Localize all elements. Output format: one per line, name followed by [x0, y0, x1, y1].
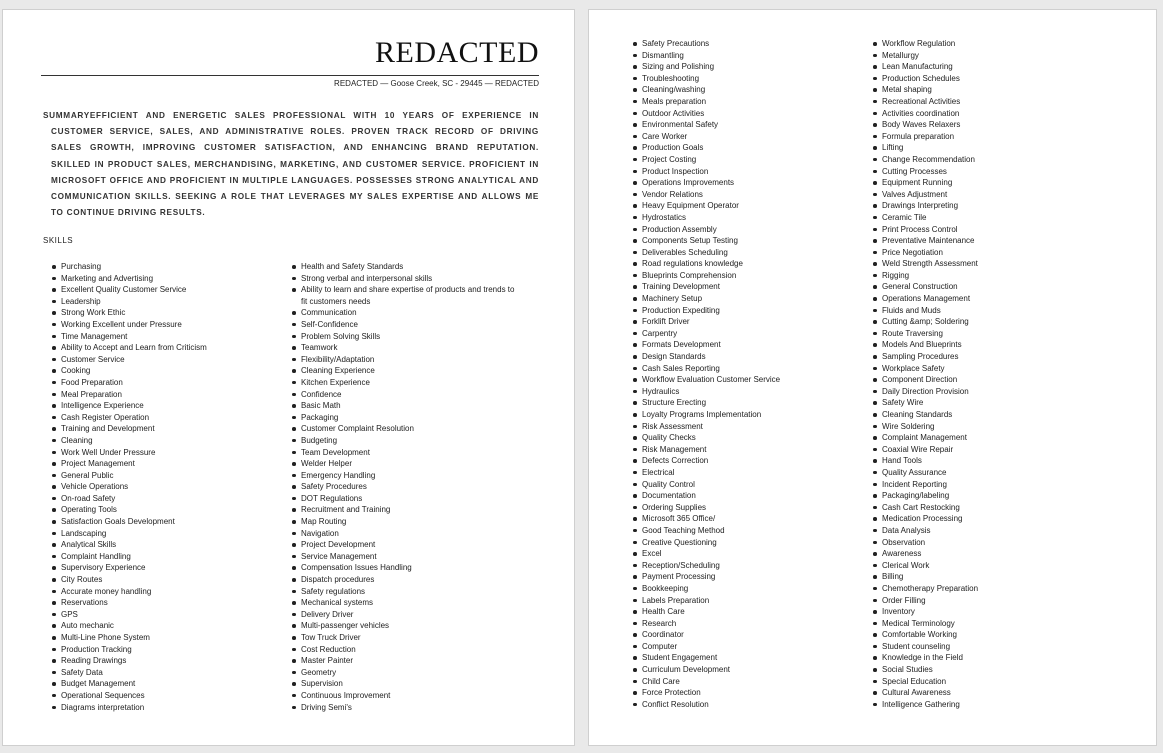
skill-item: Operational Sequences	[61, 690, 281, 702]
skill-item: Safety Procedures	[301, 481, 516, 493]
skill-item: Body Waves Relaxers	[882, 119, 1102, 131]
skill-item: Bookkeeping	[642, 583, 862, 595]
skill-item: Workflow Evaluation Customer Service	[642, 374, 862, 386]
skill-item: Leadership	[61, 296, 281, 308]
skill-item: Medical Terminology	[882, 618, 1102, 630]
skill-item: Project Development	[301, 539, 516, 551]
skill-item: Heavy Equipment Operator	[642, 200, 862, 212]
skill-item: Welder Helper	[301, 458, 516, 470]
skill-item: Hand Tools	[882, 455, 1102, 467]
skill-item: Weld Strength Assessment	[882, 258, 1102, 270]
skills-heading: SKILLS	[43, 236, 74, 245]
skill-item: Recreational Activities	[882, 96, 1102, 108]
skill-item: Data Analysis	[882, 525, 1102, 537]
skill-item: Supervision	[301, 678, 516, 690]
summary-section	[43, 108, 539, 221]
skill-item: Training and Development	[61, 423, 281, 435]
skill-item: Navigation	[301, 528, 516, 540]
skill-item: Safety Precautions	[642, 38, 862, 50]
skill-item: Work Well Under Pressure	[61, 447, 281, 459]
skill-item: Knowledge in the Field	[882, 652, 1102, 664]
skill-item: Defects Correction	[642, 455, 862, 467]
skill-item: Hydraulics	[642, 386, 862, 398]
skill-item: Workplace Safety	[882, 363, 1102, 375]
skill-item: Product Inspection	[642, 166, 862, 178]
skill-item: Delivery Driver	[301, 609, 516, 621]
skill-item: Cleaning Experience	[301, 365, 516, 377]
skill-item: Cultural Awareness	[882, 687, 1102, 699]
skill-item: Food Preparation	[61, 377, 281, 389]
skill-item: Research	[642, 618, 862, 630]
skill-item: Budget Management	[61, 678, 281, 690]
skill-item: Design Standards	[642, 351, 862, 363]
skill-item: Excellent Quality Customer Service	[61, 284, 281, 296]
skill-item: Cooking	[61, 365, 281, 377]
skill-item: Communication	[301, 307, 516, 319]
skill-item: Lifting	[882, 142, 1102, 154]
skill-item: Health and Safety Standards	[301, 261, 516, 273]
skills-list-column-2	[301, 261, 516, 713]
skill-item: Health Care	[642, 606, 862, 618]
skill-item: Strong Work Ethic	[61, 307, 281, 319]
skill-item: Production Expediting	[642, 305, 862, 317]
skill-item: Structure Erecting	[642, 397, 862, 409]
skill-item: Auto mechanic	[61, 620, 281, 632]
skills-list-column-1	[61, 261, 281, 713]
skill-item: Documentation	[642, 490, 862, 502]
skill-item: Outdoor Activities	[642, 108, 862, 120]
skill-item: On-road Safety	[61, 493, 281, 505]
skill-item: Student counseling	[882, 641, 1102, 653]
skill-item: Price Negotiation	[882, 247, 1102, 259]
skill-item: Complaint Management	[882, 432, 1102, 444]
skill-item: Metallurgy	[882, 50, 1102, 62]
skill-item: Kitchen Experience	[301, 377, 516, 389]
skill-item: Wire Soldering	[882, 421, 1102, 433]
skill-item: Customer Complaint Resolution	[301, 423, 516, 435]
skill-item: Cash Register Operation	[61, 412, 281, 424]
skill-item: Preventative Maintenance	[882, 235, 1102, 247]
skill-item: Loyalty Programs Implementation	[642, 409, 862, 421]
skill-item: Computer	[642, 641, 862, 653]
skill-item: Risk Assessment	[642, 421, 862, 433]
skill-item: Diagrams interpretation	[61, 702, 281, 714]
skill-item: Flexibility/Adaptation	[301, 354, 516, 366]
skill-item: Machinery Setup	[642, 293, 862, 305]
skill-item: Operations Improvements	[642, 177, 862, 189]
summary-text: SUMMARYEFFICIENT AND ENERGETIC SALES PROFESSIONAL WITH 10 YEARS OF EXPERIENCE IN CUSTOMER SERVICE, SALES, AND ADMINISTRATIVE ROLES. PROVEN TRACK RECORD OF DRIVING SALES GROWTH, IMPROVING CUSTOMER SATISFACTION, AND ENHANCING BRAND REPUTATION. SKILLED IN PRODUCT SALES, MERCHANDISING, MARKETING, AND CUSTOMER SERVICE. PROFICIENT IN MICROSOFT OFFICE AND PROFICIENT IN MULTIPLE LANGUAGES. POSSESSES STRONG ANALYTICAL AND COMMUNICATION SKILLS. SEEKING A ROLE THAT LEVERAGES MY SALES EXPERTISE AND ALLOWS ME TO CONTINUE DRIVING RESULTS.	[43, 111, 539, 218]
skill-item: GPS	[61, 609, 281, 621]
skill-item: DOT Regulations	[301, 493, 516, 505]
skill-item: Operations Management	[882, 293, 1102, 305]
skill-item: Troubleshooting	[642, 73, 862, 85]
skill-item: Quality Checks	[642, 432, 862, 444]
skill-item: Master Painter	[301, 655, 516, 667]
skill-item: Deliverables Scheduling	[642, 247, 862, 259]
skill-item: Analytical Skills	[61, 539, 281, 551]
skill-item: Daily Direction Provision	[882, 386, 1102, 398]
skill-item: Coaxial Wire Repair	[882, 444, 1102, 456]
skill-item: Project Management	[61, 458, 281, 470]
skill-item: Vendor Relations	[642, 189, 862, 201]
skill-item: Comfortable Working	[882, 629, 1102, 641]
skills-list-column-3	[642, 38, 862, 710]
skill-item: Operating Tools	[61, 504, 281, 516]
skill-item: Component Direction	[882, 374, 1102, 386]
skill-item: Observation	[882, 537, 1102, 549]
skill-item: Cleaning/washing	[642, 84, 862, 96]
skill-item: Print Process Control	[882, 224, 1102, 236]
skill-item: Confidence	[301, 389, 516, 401]
skill-item: Social Studies	[882, 664, 1102, 676]
skill-item: Coordinator	[642, 629, 862, 641]
skill-item: Risk Management	[642, 444, 862, 456]
skill-item: Satisfaction Goals Development	[61, 516, 281, 528]
skill-item: Quality Assurance	[882, 467, 1102, 479]
skill-item: Excel	[642, 548, 862, 560]
skill-item: Lean Manufacturing	[882, 61, 1102, 73]
skill-item: Valves Adjustment	[882, 189, 1102, 201]
skill-item: Team Development	[301, 447, 516, 459]
skill-item: Change Recommendation	[882, 154, 1102, 166]
skill-item: Curriculum Development	[642, 664, 862, 676]
skill-item: Models And Blueprints	[882, 339, 1102, 351]
skill-item: Inventory	[882, 606, 1102, 618]
skill-item: Reading Drawings	[61, 655, 281, 667]
skill-item: Production Assembly	[642, 224, 862, 236]
skill-item: Mechanical systems	[301, 597, 516, 609]
skill-item: Production Tracking	[61, 644, 281, 656]
skill-item: Route Traversing	[882, 328, 1102, 340]
skill-item: Marketing and Advertising	[61, 273, 281, 285]
skill-item: Continuous Improvement	[301, 690, 516, 702]
skill-item: Driving Semi's	[301, 702, 516, 714]
skill-item: Supervisory Experience	[61, 562, 281, 574]
skill-item: Activities coordination	[882, 108, 1102, 120]
skill-item: Ability to Accept and Learn from Criticism	[61, 342, 281, 354]
skill-item: Compensation Issues Handling	[301, 562, 516, 574]
skill-item: Customer Service	[61, 354, 281, 366]
skill-item: Creative Questioning	[642, 537, 862, 549]
skill-item: Electrical	[642, 467, 862, 479]
skill-item: Environmental Safety	[642, 119, 862, 131]
skill-item: Medication Processing	[882, 513, 1102, 525]
skill-item: Care Worker	[642, 131, 862, 143]
skill-item: Accurate money handling	[61, 586, 281, 598]
skill-item: Reception/Scheduling	[642, 560, 862, 572]
skill-item: Cleaning	[61, 435, 281, 447]
skill-item: Equipment Running	[882, 177, 1102, 189]
skill-item: Working Excellent under Pressure	[61, 319, 281, 331]
skill-item: Cash Cart Restocking	[882, 502, 1102, 514]
skill-item: Intelligence Experience	[61, 400, 281, 412]
skill-item: Meal Preparation	[61, 389, 281, 401]
skill-item: Road regulations knowledge	[642, 258, 862, 270]
skill-item: Meals preparation	[642, 96, 862, 108]
header-divider	[41, 75, 539, 76]
skill-item: Training Development	[642, 281, 862, 293]
skill-item: Chemotherapy Preparation	[882, 583, 1102, 595]
skill-item: Cost Reduction	[301, 644, 516, 656]
skill-item: Production Schedules	[882, 73, 1102, 85]
skill-item: Ability to learn and share expertise of products and trends to fit customers needs	[301, 285, 515, 306]
skill-item: Emergency Handling	[301, 470, 516, 482]
skill-item: Recruitment and Training	[301, 504, 516, 516]
skill-item: Map Routing	[301, 516, 516, 528]
skill-item: Hydrostatics	[642, 212, 862, 224]
skill-item: Safety Data	[61, 667, 281, 679]
skill-item: Strong verbal and interpersonal skills	[301, 273, 516, 285]
skill-item: Complaint Handling	[61, 551, 281, 563]
skill-item: Service Management	[301, 551, 516, 563]
resume-name: REDACTED	[375, 36, 539, 69]
skill-item: Cutting Processes	[882, 166, 1102, 178]
skill-item: Blueprints Comprehension	[642, 270, 862, 282]
skill-item: Microsoft 365 Office/	[642, 513, 862, 525]
skill-item: Landscaping	[61, 528, 281, 540]
skill-item: Formula preparation	[882, 131, 1102, 143]
skill-item: Workflow Regulation	[882, 38, 1102, 50]
skill-item: Vehicle Operations	[61, 481, 281, 493]
skill-item: Teamwork	[301, 342, 516, 354]
skill-item: Multi-Line Phone System	[61, 632, 281, 644]
skill-item: Payment Processing	[642, 571, 862, 583]
skill-item: Sampling Procedures	[882, 351, 1102, 363]
skill-item: Geometry	[301, 667, 516, 679]
resume-page-2	[588, 9, 1157, 746]
skill-item: Metal shaping	[882, 84, 1102, 96]
skill-item: Production Goals	[642, 142, 862, 154]
skill-item: Labels Preparation	[642, 595, 862, 607]
skill-item: Good Teaching Method	[642, 525, 862, 537]
skill-item: City Routes	[61, 574, 281, 586]
skill-item: Packaging	[301, 412, 516, 424]
skill-item: Formats Development	[642, 339, 862, 351]
skill-item: Problem Solving Skills	[301, 331, 516, 343]
skill-item: Billing	[882, 571, 1102, 583]
skill-item: Packaging/labeling	[882, 490, 1102, 502]
skill-item: Sizing and Polishing	[642, 61, 862, 73]
skill-item: Dismantling	[642, 50, 862, 62]
skill-item: Time Management	[61, 331, 281, 343]
skill-item: Child Care	[642, 676, 862, 688]
skill-item: Dispatch procedures	[301, 574, 516, 586]
skill-item: Safety Wire	[882, 397, 1102, 409]
skill-item: Ordering Supplies	[642, 502, 862, 514]
skill-item: Project Costing	[642, 154, 862, 166]
skill-item: Quality Control	[642, 479, 862, 491]
skill-item: Intelligence Gathering	[882, 699, 1102, 711]
skill-item: Self-Confidence	[301, 319, 516, 331]
skill-item: Rigging	[882, 270, 1102, 282]
skill-item: Cleaning Standards	[882, 409, 1102, 421]
skill-item: Budgeting	[301, 435, 516, 447]
skill-item: General Public	[61, 470, 281, 482]
skill-item: Reservations	[61, 597, 281, 609]
skill-item: Components Setup Testing	[642, 235, 862, 247]
contact-line: REDACTED — Goose Creek, SC - 29445 — REDACTED	[334, 79, 539, 88]
skill-item: General Construction	[882, 281, 1102, 293]
skill-item: Awareness	[882, 548, 1102, 560]
skills-list-column-4	[882, 38, 1102, 710]
skill-item: Cutting &amp; Soldering	[882, 316, 1102, 328]
skill-item: Forklift Driver	[642, 316, 862, 328]
skill-item: Incident Reporting	[882, 479, 1102, 491]
skill-item: Drawings Interpreting	[882, 200, 1102, 212]
skill-item: Carpentry	[642, 328, 862, 340]
skill-item: Multi-passenger vehicles	[301, 620, 516, 632]
skill-item: Force Protection	[642, 687, 862, 699]
skill-item: Tow Truck Driver	[301, 632, 516, 644]
skill-item: Order Filling	[882, 595, 1102, 607]
skill-item: Cash Sales Reporting	[642, 363, 862, 375]
skill-item: Clerical Work	[882, 560, 1102, 572]
skill-item: Basic Math	[301, 400, 516, 412]
skill-item: Purchasing	[61, 261, 281, 273]
resume-page-1	[2, 9, 575, 746]
skill-item: Ceramic Tile	[882, 212, 1102, 224]
skill-item: Conflict Resolution	[642, 699, 862, 711]
skill-item: Special Education	[882, 676, 1102, 688]
skill-item: Safety regulations	[301, 586, 516, 598]
skill-item: Student Engagement	[642, 652, 862, 664]
skill-item: Fluids and Muds	[882, 305, 1102, 317]
